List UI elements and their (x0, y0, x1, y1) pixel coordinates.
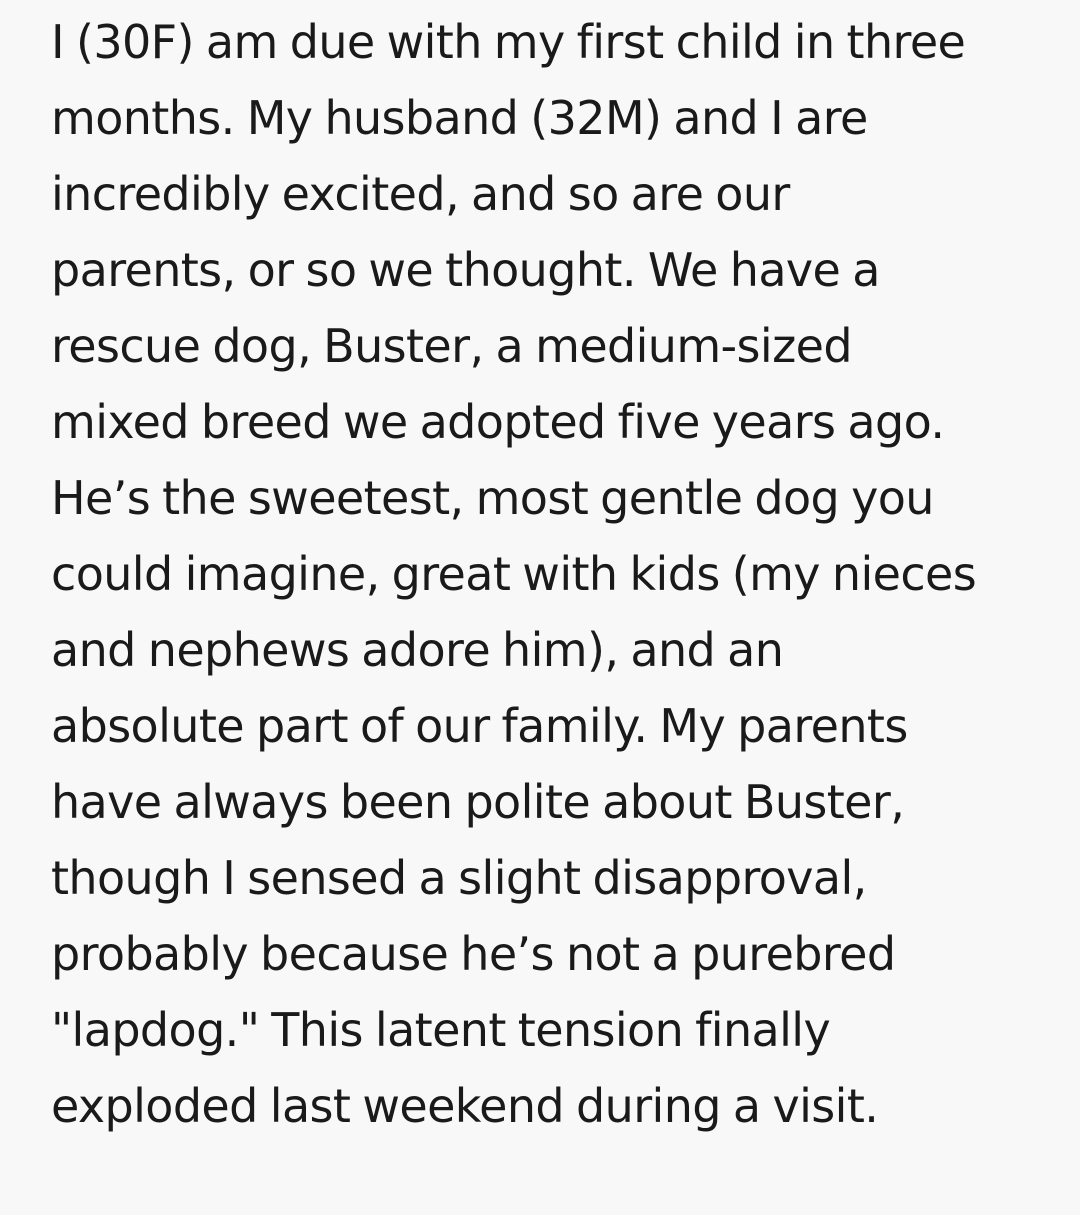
post-line: parents, or so we thought. We have a (51, 243, 880, 297)
post-line: rescue dog, Buster, a medium-sized (51, 319, 852, 373)
post-line: He’s the sweetest, most gentle dog you (51, 471, 934, 525)
post-line: probably because he’s not a purebred (51, 927, 896, 981)
post-line: though I sensed a slight disapproval, (51, 851, 867, 905)
post-line: incredibly excited, and so are our (51, 167, 790, 221)
post-line: "lapdog." This latent tension finally (51, 1003, 831, 1057)
post-line: I (30F) am due with my first child in three (51, 15, 966, 69)
post-body-text (51, 4, 1061, 1144)
post-line: could imagine, great with kids (my nieces (51, 547, 977, 601)
post-line: months. My husband (32M) and I are (51, 91, 868, 145)
post-line: mixed breed we adopted five years ago. (51, 395, 945, 449)
post-line: have always been polite about Buster, (51, 775, 905, 829)
post-line: exploded last weekend during a visit. (51, 1079, 879, 1133)
post-line: absolute part of our family. My parents (51, 699, 908, 753)
post-line: and nephews adore him), and an (51, 623, 784, 677)
